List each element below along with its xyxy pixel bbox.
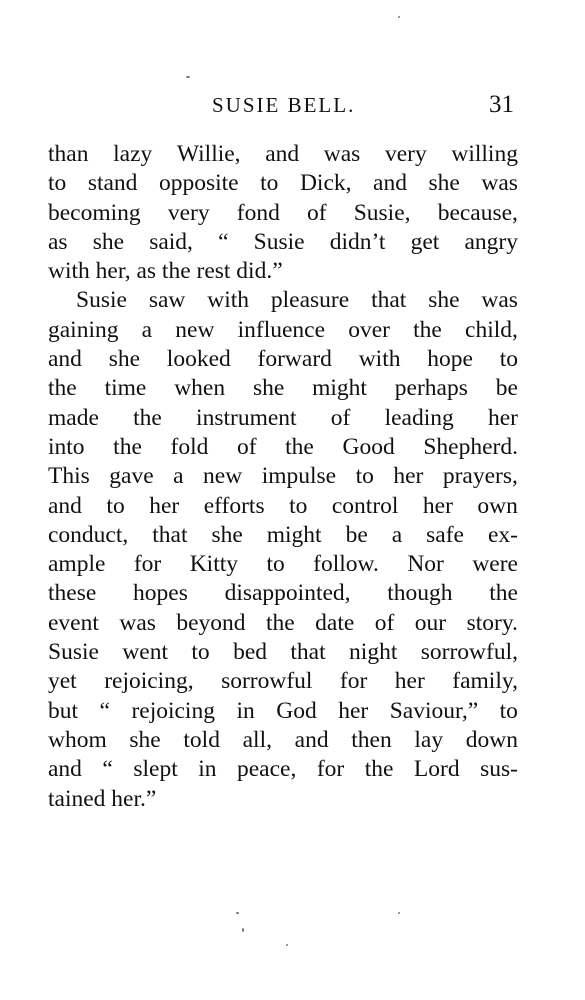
word: of [306, 199, 327, 226]
word: and [294, 726, 329, 753]
word: was [481, 170, 518, 197]
word: a [141, 316, 153, 343]
word: a [173, 463, 184, 490]
word: and [48, 756, 82, 783]
word: new [203, 463, 243, 490]
word: didn’t [329, 228, 386, 255]
word: saw [148, 287, 186, 314]
word: stand [87, 170, 138, 197]
word: sorrowful, [420, 639, 518, 666]
word: yet [48, 668, 77, 695]
word: Susie [48, 639, 99, 666]
word: Lord [413, 756, 460, 783]
word: made [48, 404, 99, 431]
word: her [422, 492, 453, 519]
word: ex- [487, 521, 518, 548]
word: her [338, 697, 369, 724]
word: in [236, 697, 255, 724]
text-line [48, 755, 518, 784]
body-text [48, 140, 518, 814]
word: safe [426, 521, 464, 548]
text-line: tained her.” [48, 785, 157, 812]
word: opposite [158, 170, 239, 197]
word: pleasure [270, 287, 350, 314]
word: very [167, 199, 210, 226]
word: be [345, 521, 368, 548]
text-line [48, 286, 518, 315]
word: that [290, 639, 326, 666]
word: get [410, 228, 440, 255]
word: disappointed, [224, 580, 351, 607]
word: gave [109, 463, 154, 490]
word: her [487, 404, 518, 431]
word: child, [465, 316, 518, 343]
text-line [48, 169, 518, 198]
word: and [265, 141, 300, 167]
text-line [48, 199, 518, 228]
word: though [387, 580, 453, 607]
word: to [266, 551, 285, 578]
word: event [48, 609, 99, 636]
word: date [315, 609, 355, 636]
word: that [152, 521, 188, 548]
word: to [106, 492, 125, 519]
text-line [48, 726, 518, 755]
word: with [358, 346, 401, 373]
word: control [331, 492, 399, 519]
print-speck [286, 944, 288, 946]
word: of [374, 609, 395, 636]
word: for [339, 668, 368, 695]
text-line [48, 638, 518, 667]
word: becoming [48, 199, 141, 226]
word: be [495, 375, 518, 402]
word: fond [236, 199, 280, 226]
word: the [133, 404, 162, 431]
word: told [183, 726, 220, 753]
word: were [472, 551, 518, 578]
word: of [330, 404, 351, 431]
word: gaining [48, 316, 119, 343]
word: beyond [176, 609, 246, 636]
word: sorrowful [221, 668, 313, 695]
word: went [122, 639, 169, 666]
word: she [92, 228, 125, 255]
word: own [477, 492, 518, 519]
page-header [0, 88, 585, 122]
word: was [323, 141, 361, 167]
word: might [266, 521, 322, 548]
word: sus- [480, 756, 518, 783]
text-line [48, 492, 518, 521]
word: peace, [236, 756, 297, 783]
word: story. [466, 609, 518, 636]
word: instrument [196, 404, 297, 431]
word: she [428, 170, 460, 197]
word: to [260, 170, 279, 197]
word: influence [237, 316, 326, 343]
word: down [465, 726, 518, 753]
word: she [129, 726, 161, 753]
word: to [355, 463, 374, 490]
text-line: with her, as the rest did.” [48, 258, 283, 285]
text-line [48, 433, 518, 462]
word: the [413, 316, 442, 343]
word: that [371, 287, 407, 314]
word: she [108, 346, 141, 373]
text-line [48, 579, 518, 608]
word: Saviour,” [389, 697, 479, 724]
word: angry [464, 228, 518, 255]
word: these [48, 580, 97, 607]
word: in [198, 756, 217, 783]
word: leading [384, 404, 454, 431]
word: over [348, 316, 390, 343]
word: fold [170, 433, 209, 460]
word: lay [414, 726, 444, 753]
text-line [48, 609, 518, 638]
word: said, [149, 228, 193, 255]
word: ample [48, 551, 106, 578]
word: the [285, 433, 314, 460]
print-speck [242, 928, 244, 932]
word: and [48, 492, 82, 519]
text-line [48, 316, 518, 345]
word: with [207, 287, 250, 314]
word: God [276, 697, 317, 724]
word: Susie [76, 287, 127, 314]
word: bed [233, 639, 268, 666]
word: as [48, 228, 68, 255]
word: her [393, 463, 424, 490]
word: was [481, 287, 518, 314]
word: hopes [133, 580, 188, 607]
print-speck [236, 912, 239, 914]
word: and [48, 346, 82, 373]
word: she [252, 375, 285, 402]
word: hope [427, 346, 473, 373]
running-title: SUSIE BELL. [212, 93, 356, 117]
word: follow. [313, 551, 379, 578]
word: willing [451, 141, 518, 167]
word: to [499, 346, 518, 373]
word: of [236, 433, 257, 460]
word: than [48, 141, 89, 167]
word: This [48, 463, 90, 490]
word: family, [452, 668, 518, 695]
word: Nor [407, 551, 444, 578]
word: a [391, 521, 403, 548]
text-line [48, 374, 518, 403]
word: to [289, 492, 308, 519]
word: the [48, 375, 77, 402]
word: “ [102, 756, 113, 783]
word: new [175, 316, 215, 343]
word: Kitty [189, 551, 239, 578]
text-line [48, 404, 518, 433]
word: forward [257, 346, 332, 373]
word: the [364, 756, 394, 783]
word: very [384, 141, 427, 167]
word: Susie, [353, 199, 411, 226]
word: conduct, [48, 521, 129, 548]
word: slept [133, 756, 178, 783]
word: the [265, 609, 295, 636]
word: lazy [113, 141, 153, 167]
word: whom [48, 726, 107, 753]
text-line [48, 521, 518, 550]
word: prayers, [442, 463, 518, 490]
word: but [48, 697, 79, 724]
word: looked [166, 346, 231, 373]
word: Willie, [176, 141, 241, 167]
word: time [104, 375, 147, 402]
word: and [373, 170, 407, 197]
print-speck [398, 912, 400, 914]
word: all, [242, 726, 272, 753]
word: when [174, 375, 226, 402]
word: “ [99, 697, 110, 724]
word: night [349, 639, 398, 666]
word: rejoicing, [104, 668, 194, 695]
text-line [48, 140, 518, 169]
text-line [48, 228, 518, 257]
word: might [312, 375, 367, 402]
word: for [316, 756, 345, 783]
word: to [499, 697, 518, 724]
word: “ [218, 228, 229, 255]
word: our [414, 609, 447, 636]
word: perhaps [394, 375, 468, 402]
word: Good [342, 433, 395, 460]
word: was [119, 609, 156, 636]
word: the [489, 580, 518, 607]
word: Dick, [299, 170, 352, 197]
page-number: 31 [489, 91, 514, 118]
word: efforts [203, 492, 265, 519]
text-line [48, 462, 518, 491]
word: Shepherd. [423, 433, 518, 460]
word: to [48, 170, 67, 197]
word: because, [437, 199, 518, 226]
word: her [149, 492, 180, 519]
word: Susie [253, 228, 305, 255]
word: she [428, 287, 460, 314]
word: impulse [261, 463, 337, 490]
print-speck [398, 16, 400, 18]
word: she [211, 521, 243, 548]
word: rejoicing [131, 697, 215, 724]
word: into [48, 433, 85, 460]
text-line [48, 667, 518, 696]
print-speck [186, 76, 190, 78]
word: for [133, 551, 162, 578]
word: to [191, 639, 210, 666]
word: then [351, 726, 392, 753]
word: the [113, 433, 142, 460]
text-line [48, 550, 518, 579]
text-line [48, 697, 518, 726]
text-line [48, 345, 518, 374]
word: her [394, 668, 425, 695]
